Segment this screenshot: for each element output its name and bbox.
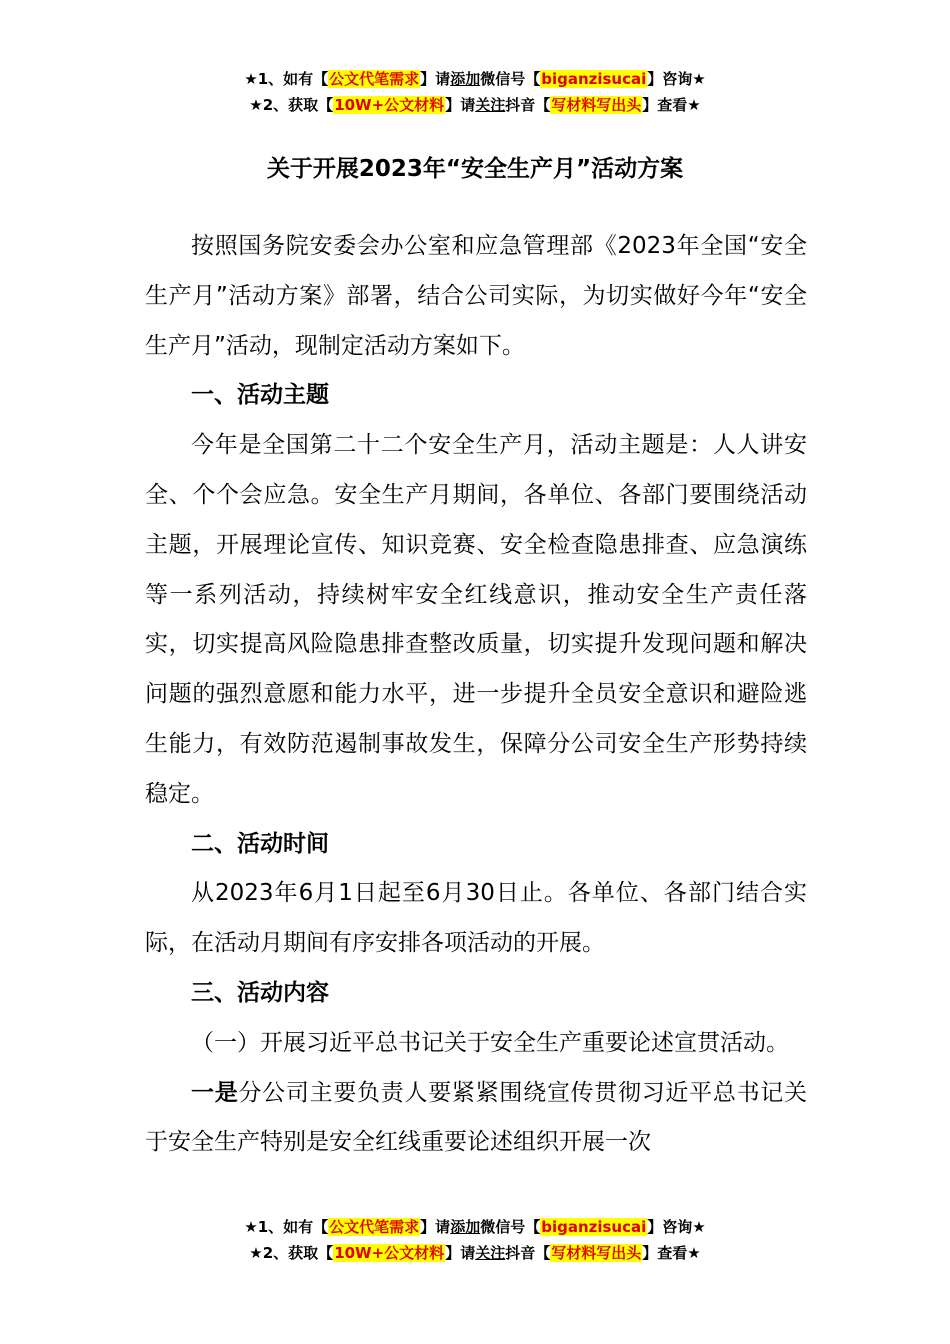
promo-line-2: ★2、获取【10W+公文材料】请关注抖音【写材料写出头】查看★ — [249, 1244, 701, 1262]
promo-banner-bottom — [0, 1214, 950, 1266]
highlight-text: 公文代笔需求 — [329, 70, 420, 88]
section-paragraph: 从2023年6月1日起至6月30日止。各单位、各部门结合实际，在活动月期间有序安排各项活动的开展。 — [145, 880, 807, 957]
promo-line-1: ★1、如有【公文代笔需求】请添加微信号【biganzisucai】咨询★ — [244, 70, 706, 88]
intro-paragraph: 按照国务院安委会办公室和应急管理部《2023年全国“安全生产月”活动方案》部署，结合公司实际，为切实做好今年“安全生产月”活动，现制定活动方案如下。 — [145, 233, 807, 359]
highlight-text: 10W+公文材料 — [334, 1244, 445, 1262]
wechat-id: biganzisucai — [541, 1218, 647, 1236]
item-paragraph: 一是分公司主要负责人要紧紧围绕宣传贯彻习近平总书记关于安全生产特别是安全红线重要论述组织开展一次 — [145, 1079, 808, 1156]
douyin-account: 写材料写出头 — [551, 1244, 642, 1262]
section-heading: 二、活动时间 — [191, 830, 329, 857]
highlight-text: 公文代笔需求 — [329, 1218, 420, 1236]
item-lead: 一是 — [191, 1079, 239, 1106]
section-paragraph: 今年是全国第二十二个安全生产月，活动主题是：人人讲安全、个个会应急。安全生产月期间，各单位、各部门要围绕活动主题，开展理论宣传、知识竞赛、安全检查隐患排查、应急演练等一系列活动，持续树牢安全红线意识，推动安全生产责任落实，切实提高风险隐患排查整改质量，切实提升发现问题和解决问题的强烈意愿和能力水平，进一步提升全员安全意识和避险逃生能力，有效防范遏制事故发生，保障分公司安全生产形势持续稳定。 — [145, 432, 807, 807]
wechat-id: biganzisucai — [541, 70, 647, 88]
promo-banner-top — [0, 66, 950, 118]
douyin-account: 写材料写出头 — [551, 96, 642, 114]
promo-line-1: ★1、如有【公文代笔需求】请添加微信号【biganzisucai】咨询★ — [244, 1218, 706, 1236]
subsection-paragraph: （一）开展习近平总书记关于安全生产重要论述宣贯活动。 — [191, 1029, 789, 1056]
highlight-text: 10W+公文材料 — [334, 96, 445, 114]
section-heading: 一、活动主题 — [191, 382, 329, 409]
section-heading: 三、活动内容 — [191, 979, 329, 1006]
promo-line-2: ★2、获取【10W+公文材料】请关注抖音【写材料写出头】查看★ — [249, 96, 701, 114]
document-title: 关于开展2023年“安全生产月”活动方案 — [266, 156, 684, 182]
document-body — [145, 222, 807, 1168]
